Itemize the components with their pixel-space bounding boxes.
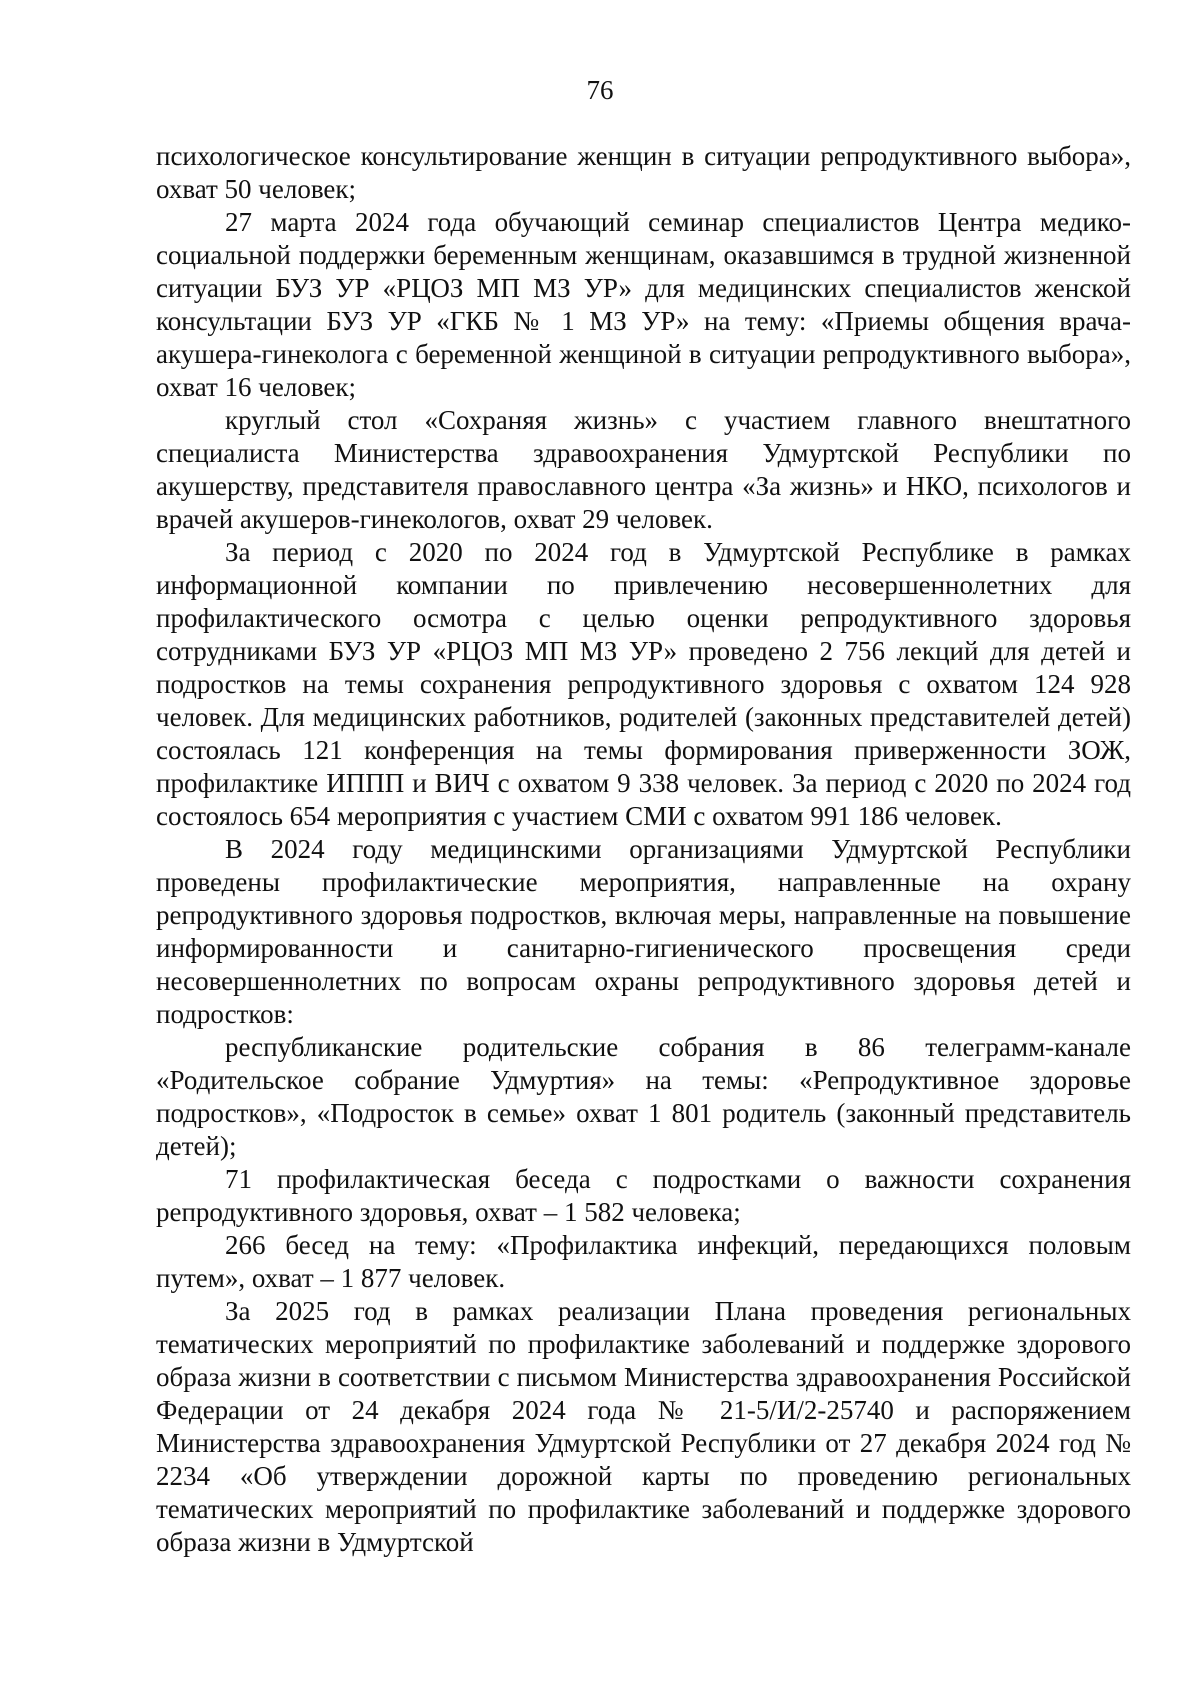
paragraph-2024-measures: В 2024 году медицинскими организациями Удмуртской Республики проведены профилактические мероприятия, направленные на охрану репродуктивного здоровья подростков, включая меры, направленные на повышение информированности и санитарно-гигиенического просвещения среди несовершеннолетних по вопросам охраны репродуктивного здоровья детей и подростков: <box>156 834 1131 1029</box>
paragraph-2020-2024-statistics: За период с 2020 по 2024 год в Удмуртской Республике в рамках информационной компании по привлечению несовершеннолетних для профилактического осмотра с целью оценки репродуктивного здоровья сотрудниками БУЗ УР «РЦОЗ МП МЗ УР» проведено 2 756 лекций для детей и подростков на темы сохранения репродуктивного здоровья с охватом 124 928 человек. Для медицинских работников, родителей (законных представителей детей) состоялась 121 конференция на темы формирования приверженности ЗОЖ, профилактике ИППП и ВИЧ с охватом 9 338 человек. За период с 2020 по 2024 год состоялось 654 мероприятия с участием СМИ с охватом 991 186 человек. <box>156 537 1131 831</box>
paragraph-parent-meetings: республиканские родительские собрания в 86 телеграмм-канале «Родительское собрание Удмуртия» на темы: «Репродуктивное здоровье подростков», «Подросток в семье» охват 1 801 родитель (законный представитель детей); <box>156 1032 1131 1161</box>
paragraph-infection-talks: 266 бесед на тему: «Профилактика инфекций, передающихся половым путем», охват – 1 877 человек. <box>156 1230 1131 1293</box>
paragraph-seminar: 27 марта 2024 года обучающий семинар специалистов Центра медико-социальной поддержки беременным женщинам, оказавшимся в трудной жизненной ситуации БУЗ УР «РЦОЗ МП МЗ УР» для медицинских специалистов женской консультации БУЗ УР «ГКБ № 1 МЗ УР» на тему: «Приемы общения врача-акушера-гинеколога с беременной женщиной в ситуации репродуктивного выбора», охват 16 человек; <box>156 207 1131 402</box>
paragraph-preventive-talks: 71 профилактическая беседа с подростками о важности сохранения репродуктивного здоровья, охват – 1 582 человека; <box>156 1164 1131 1227</box>
paragraph-2025-plan: За 2025 год в рамках реализации Плана проведения региональных тематических мероприятий по профилактике заболеваний и поддержке здорового образа жизни в соответствии с письмом Министерства здравоохранения Российской Федерации от 24 декабря 2024 года № 21-5/И/2-25740 и распоряжением Министерства здравоохранения Удмуртской Республики от 27 декабря 2024 год № 2234 «Об утверждении дорожной карты по проведению региональных тематических мероприятий по профилактике заболеваний и поддержке здорового образа жизни в Удмуртской <box>156 1296 1131 1557</box>
document-body <box>156 140 1131 1559</box>
paragraph-round-table: круглый стол «Сохраняя жизнь» с участием главного внештатного специалиста Министерства здравоохранения Удмуртской Республики по акушерству, представителя православного центра «За жизнь» и НКО, психологов и врачей акушеров-гинекологов, охват 29 человек. <box>156 405 1131 534</box>
page-number: 76 <box>586 75 614 105</box>
paragraph-continuation: психологическое консультирование женщин в ситуации репродуктивного выбора», охват 50 человек; <box>156 141 1131 204</box>
